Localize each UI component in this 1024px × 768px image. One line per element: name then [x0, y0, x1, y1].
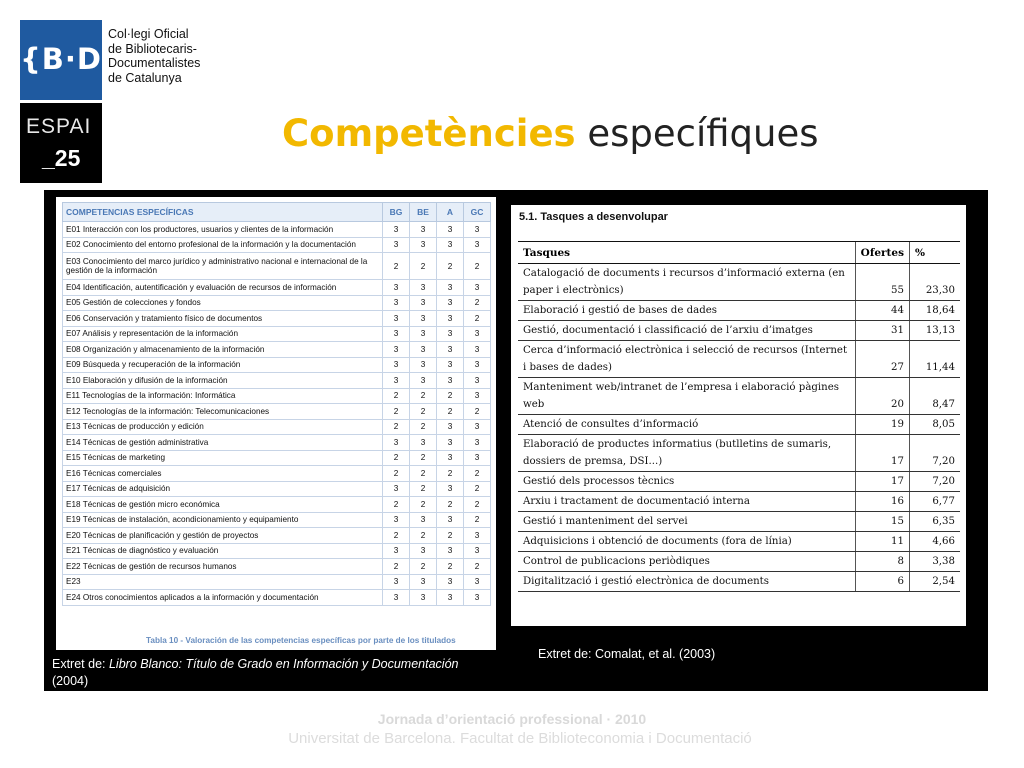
- score-cell: 3: [464, 388, 491, 404]
- table-row: [63, 528, 491, 544]
- score-cell: 3: [437, 450, 464, 466]
- score-cell: 3: [464, 435, 491, 451]
- score-cell: 2: [437, 388, 464, 404]
- score-cell: 3: [437, 357, 464, 373]
- score-cell: 3: [437, 419, 464, 435]
- ofertes-cell: 44: [855, 301, 909, 321]
- competencia-cell: E03 Conocimiento del marco jurídico y administrativo nacional e internacional de la gestión de la información: [63, 253, 383, 280]
- score-cell: 3: [437, 326, 464, 342]
- score-cell: 3: [464, 222, 491, 238]
- espai-label: ESPAI: [26, 115, 92, 138]
- table-row: [518, 435, 960, 472]
- score-cell: 3: [464, 574, 491, 590]
- table-row: [518, 552, 960, 572]
- score-cell: 2: [383, 466, 410, 482]
- score-cell: 3: [383, 222, 410, 238]
- logo-text: {B·D: [20, 42, 102, 76]
- table-row: [63, 373, 491, 389]
- score-cell: 2: [464, 404, 491, 420]
- score-cell: 2: [437, 253, 464, 280]
- task-cell: Adquisicions i obtenció de documents (fora de línia): [518, 532, 855, 552]
- score-cell: 2: [410, 481, 437, 497]
- score-cell: 2: [410, 404, 437, 420]
- score-cell: 3: [437, 574, 464, 590]
- score-cell: 3: [437, 512, 464, 528]
- score-cell: 3: [410, 373, 437, 389]
- table-row: [518, 341, 960, 378]
- score-cell: 2: [383, 419, 410, 435]
- score-cell: 3: [383, 590, 410, 606]
- score-cell: 3: [410, 357, 437, 373]
- libro-blanco-table-image: [56, 197, 496, 650]
- table-row: [63, 311, 491, 327]
- table-row: [63, 419, 491, 435]
- score-cell: 3: [437, 280, 464, 296]
- competencia-cell: E04 Identificación, autentificación y evaluación de recursos de información: [63, 280, 383, 296]
- table-row: [63, 237, 491, 253]
- ofertes-cell: 20: [855, 378, 909, 415]
- competencia-cell: E18 Técnicas de gestión micro económica: [63, 497, 383, 513]
- score-cell: 3: [410, 295, 437, 311]
- competencias-table: [62, 202, 491, 606]
- score-cell: 3: [410, 342, 437, 358]
- ofertes-cell: 15: [855, 512, 909, 532]
- score-cell: 3: [410, 311, 437, 327]
- table-caption: Tabla 10 - Valoración de las competencias específicas por parte de los titulados: [146, 636, 456, 645]
- score-cell: 3: [410, 280, 437, 296]
- caption-prefix: Extret de:: [52, 657, 109, 671]
- score-cell: 2: [383, 528, 410, 544]
- score-cell: 3: [437, 435, 464, 451]
- score-cell: 3: [464, 280, 491, 296]
- competencia-cell: E13 Técnicas de producción y edición: [63, 419, 383, 435]
- table-row: [63, 590, 491, 606]
- score-cell: 3: [464, 326, 491, 342]
- task-cell: Gestió, documentació i classificació de l’arxiu d’imatges: [518, 321, 855, 341]
- competencia-cell: E11 Tecnologías de la información: Informática: [63, 388, 383, 404]
- ofertes-cell: 6: [855, 572, 909, 592]
- table-row: [518, 472, 960, 492]
- percent-cell: 13,13: [910, 321, 961, 341]
- score-cell: 2: [437, 466, 464, 482]
- competencia-cell: E15 Técnicas de marketing: [63, 450, 383, 466]
- score-cell: 3: [383, 373, 410, 389]
- score-cell: 3: [464, 237, 491, 253]
- score-cell: 3: [437, 543, 464, 559]
- competencia-cell: E07 Análisis y representación de la información: [63, 326, 383, 342]
- score-cell: 3: [383, 295, 410, 311]
- left-source-caption: [52, 656, 492, 690]
- ofertes-cell: 17: [855, 472, 909, 492]
- footer-institution: Universitat de Barcelona. Facultat de Biblioteconomia i Documentació: [288, 730, 752, 747]
- table-row: [518, 532, 960, 552]
- score-cell: 2: [464, 497, 491, 513]
- task-cell: Atenció de consultes d’informació: [518, 415, 855, 435]
- table-row: [63, 574, 491, 590]
- score-cell: 3: [410, 543, 437, 559]
- tasques-table: [518, 241, 960, 592]
- table-row: [63, 357, 491, 373]
- score-cell: 3: [437, 590, 464, 606]
- table-row: [63, 253, 491, 280]
- competencia-cell: E14 Técnicas de gestión administrativa: [63, 435, 383, 451]
- score-cell: 2: [410, 528, 437, 544]
- score-cell: 3: [410, 590, 437, 606]
- score-cell: 2: [410, 466, 437, 482]
- table-row: [63, 543, 491, 559]
- table-row: [63, 388, 491, 404]
- ofertes-cell: 11: [855, 532, 909, 552]
- percent-cell: 7,20: [910, 472, 961, 492]
- score-cell: 3: [383, 357, 410, 373]
- espai-number: _25: [42, 145, 81, 171]
- caption-year: (2004): [52, 674, 89, 688]
- score-cell: 2: [437, 559, 464, 575]
- table-row: [518, 301, 960, 321]
- table-row: [518, 378, 960, 415]
- score-cell: 2: [464, 295, 491, 311]
- column-header-bg: BG: [383, 203, 410, 222]
- score-cell: 2: [437, 528, 464, 544]
- score-cell: 3: [410, 512, 437, 528]
- ofertes-cell: 27: [855, 341, 909, 378]
- score-cell: 3: [383, 481, 410, 497]
- score-cell: 2: [437, 497, 464, 513]
- ofertes-cell: 31: [855, 321, 909, 341]
- score-cell: 3: [464, 543, 491, 559]
- column-header-percent: %: [910, 242, 961, 264]
- organization-name: [108, 27, 200, 85]
- org-line: Col·legi Oficial: [108, 27, 189, 41]
- title-highlight: Competències: [282, 112, 576, 155]
- competencia-cell: E20 Técnicas de planificación y gestión de proyectos: [63, 528, 383, 544]
- footer-event: Jornada d’orientació professional · 2010: [377, 711, 647, 727]
- percent-cell: 23,30: [910, 264, 961, 301]
- table-row: [518, 492, 960, 512]
- table-row: [518, 415, 960, 435]
- percent-cell: 11,44: [910, 341, 961, 378]
- table-row: [518, 512, 960, 532]
- score-cell: 2: [464, 559, 491, 575]
- ofertes-cell: 17: [855, 435, 909, 472]
- percent-cell: 8,05: [910, 415, 961, 435]
- score-cell: 3: [437, 342, 464, 358]
- competencia-cell: E08 Organización y almacenamiento de la información: [63, 342, 383, 358]
- competencia-cell: E19 Técnicas de instalación, acondicionamiento y equipamiento: [63, 512, 383, 528]
- competencia-cell: E12 Tecnologías de la información: Telecomunicaciones: [63, 404, 383, 420]
- score-cell: 3: [464, 450, 491, 466]
- score-cell: 2: [410, 388, 437, 404]
- task-cell: Manteniment web/intranet de l’empresa i elaboració pàgines web: [518, 378, 855, 415]
- score-cell: 3: [464, 342, 491, 358]
- score-cell: 3: [383, 543, 410, 559]
- score-cell: 3: [437, 311, 464, 327]
- score-cell: 2: [383, 559, 410, 575]
- org-line: de Bibliotecaris-: [108, 41, 197, 56]
- score-cell: 3: [464, 419, 491, 435]
- score-cell: 3: [437, 481, 464, 497]
- score-cell: 2: [383, 497, 410, 513]
- table-row: [518, 321, 960, 341]
- percent-cell: 4,66: [910, 532, 961, 552]
- title-rest: específiques: [587, 112, 819, 155]
- score-cell: 3: [383, 512, 410, 528]
- org-line: Documentalistes: [108, 56, 201, 70]
- task-cell: Digitalització i gestió electrònica de documents: [518, 572, 855, 592]
- competencia-cell: E22 Técnicas de gestión de recursos humanos: [63, 559, 383, 575]
- table-row: [63, 295, 491, 311]
- table-row: [63, 222, 491, 238]
- score-cell: 2: [464, 466, 491, 482]
- caption-title: Libro Blanco: Título de Grado en Información y Documentación: [108, 657, 459, 671]
- competencia-cell: E23: [63, 574, 383, 590]
- score-cell: 3: [383, 237, 410, 253]
- task-cell: Elaboració de productes informatius (butlletins de sumaris, dossiers de premsa, DSI...): [518, 435, 855, 472]
- slide-title: [282, 112, 819, 155]
- competencia-cell: E16 Técnicas comerciales: [63, 466, 383, 482]
- ofertes-cell: 8: [855, 552, 909, 572]
- task-cell: Gestió dels processos tècnics: [518, 472, 855, 492]
- table-row: [63, 280, 491, 296]
- task-cell: Cerca d’informació electrònica i selecció de recursos (Internet i bases de dades): [518, 341, 855, 378]
- score-cell: 3: [410, 574, 437, 590]
- column-header-be: BE: [410, 203, 437, 222]
- score-cell: 3: [464, 528, 491, 544]
- table-row: [63, 512, 491, 528]
- comalat-table-image: [511, 205, 966, 626]
- column-header-ofertes: Ofertes: [855, 242, 909, 264]
- column-header-tasques: Tasques: [518, 242, 855, 264]
- ofertes-cell: 16: [855, 492, 909, 512]
- score-cell: 3: [383, 574, 410, 590]
- score-cell: 3: [464, 373, 491, 389]
- task-cell: Gestió i manteniment del servei: [518, 512, 855, 532]
- score-cell: 2: [410, 450, 437, 466]
- score-cell: 2: [410, 419, 437, 435]
- competencia-cell: E06 Conservación y tratamiento físico de documentos: [63, 311, 383, 327]
- table-row: [518, 572, 960, 592]
- competencia-cell: E02 Conocimiento del entorno profesional de la información y la documentación: [63, 237, 383, 253]
- table-row: [63, 404, 491, 420]
- percent-cell: 8,47: [910, 378, 961, 415]
- score-cell: 3: [410, 237, 437, 253]
- ofertes-cell: 55: [855, 264, 909, 301]
- competencia-cell: E10 Elaboración y difusión de la información: [63, 373, 383, 389]
- competencia-cell: E09 Búsqueda y recuperación de la información: [63, 357, 383, 373]
- table-row: [63, 450, 491, 466]
- column-header-a: A: [437, 203, 464, 222]
- table-row: [518, 264, 960, 301]
- score-cell: 3: [383, 435, 410, 451]
- table-row: [63, 481, 491, 497]
- task-cell: Catalogació de documents i recursos d’informació externa (en paper i electrònics): [518, 264, 855, 301]
- score-cell: 2: [464, 481, 491, 497]
- score-cell: 3: [437, 295, 464, 311]
- column-header-gc: GC: [464, 203, 491, 222]
- percent-cell: 6,77: [910, 492, 961, 512]
- table-row: [63, 466, 491, 482]
- score-cell: 2: [383, 388, 410, 404]
- score-cell: 2: [464, 311, 491, 327]
- score-cell: 2: [410, 497, 437, 513]
- score-cell: 2: [464, 512, 491, 528]
- competencia-cell: E01 Interacción con los productores, usuarios y clientes de la información: [63, 222, 383, 238]
- percent-cell: 3,38: [910, 552, 961, 572]
- cobdc-logo: [20, 20, 102, 100]
- right-source-caption: Extret de: Comalat, et al. (2003): [538, 647, 716, 661]
- tasques-heading: 5.1. Tasques a desenvolupar: [519, 211, 668, 223]
- table-row: [63, 497, 491, 513]
- table-row: [63, 435, 491, 451]
- competencia-cell: E24 Otros conocimientos aplicados a la información y documentación: [63, 590, 383, 606]
- column-header-competencia: COMPETENCIAS ESPECÍFICAS: [63, 203, 383, 222]
- org-line: de Catalunya: [108, 70, 182, 85]
- table-row: [63, 326, 491, 342]
- score-cell: 3: [383, 326, 410, 342]
- percent-cell: 6,35: [910, 512, 961, 532]
- score-cell: 3: [464, 357, 491, 373]
- score-cell: 3: [383, 311, 410, 327]
- score-cell: 3: [437, 237, 464, 253]
- espai-25-logo: [20, 103, 102, 183]
- score-cell: 3: [464, 590, 491, 606]
- score-cell: 2: [410, 253, 437, 280]
- percent-cell: 18,64: [910, 301, 961, 321]
- score-cell: 3: [383, 342, 410, 358]
- table-row: [63, 559, 491, 575]
- score-cell: 2: [383, 450, 410, 466]
- table-row: [63, 342, 491, 358]
- percent-cell: 2,54: [910, 572, 961, 592]
- task-cell: Control de publicacions periòdiques: [518, 552, 855, 572]
- score-cell: 3: [437, 373, 464, 389]
- score-cell: 2: [437, 404, 464, 420]
- task-cell: Elaboració i gestió de bases de dades: [518, 301, 855, 321]
- competencia-cell: E05 Gestión de colecciones y fondos: [63, 295, 383, 311]
- score-cell: 2: [410, 559, 437, 575]
- task-cell: Arxiu i tractament de documentació interna: [518, 492, 855, 512]
- score-cell: 2: [383, 404, 410, 420]
- score-cell: 3: [437, 222, 464, 238]
- score-cell: 3: [410, 435, 437, 451]
- score-cell: 3: [383, 280, 410, 296]
- score-cell: 2: [464, 253, 491, 280]
- ofertes-cell: 19: [855, 415, 909, 435]
- competencia-cell: E21 Técnicas de diagnóstico y evaluación: [63, 543, 383, 559]
- competencia-cell: E17 Técnicas de adquisición: [63, 481, 383, 497]
- percent-cell: 7,20: [910, 435, 961, 472]
- score-cell: 2: [383, 253, 410, 280]
- score-cell: 3: [410, 326, 437, 342]
- score-cell: 3: [410, 222, 437, 238]
